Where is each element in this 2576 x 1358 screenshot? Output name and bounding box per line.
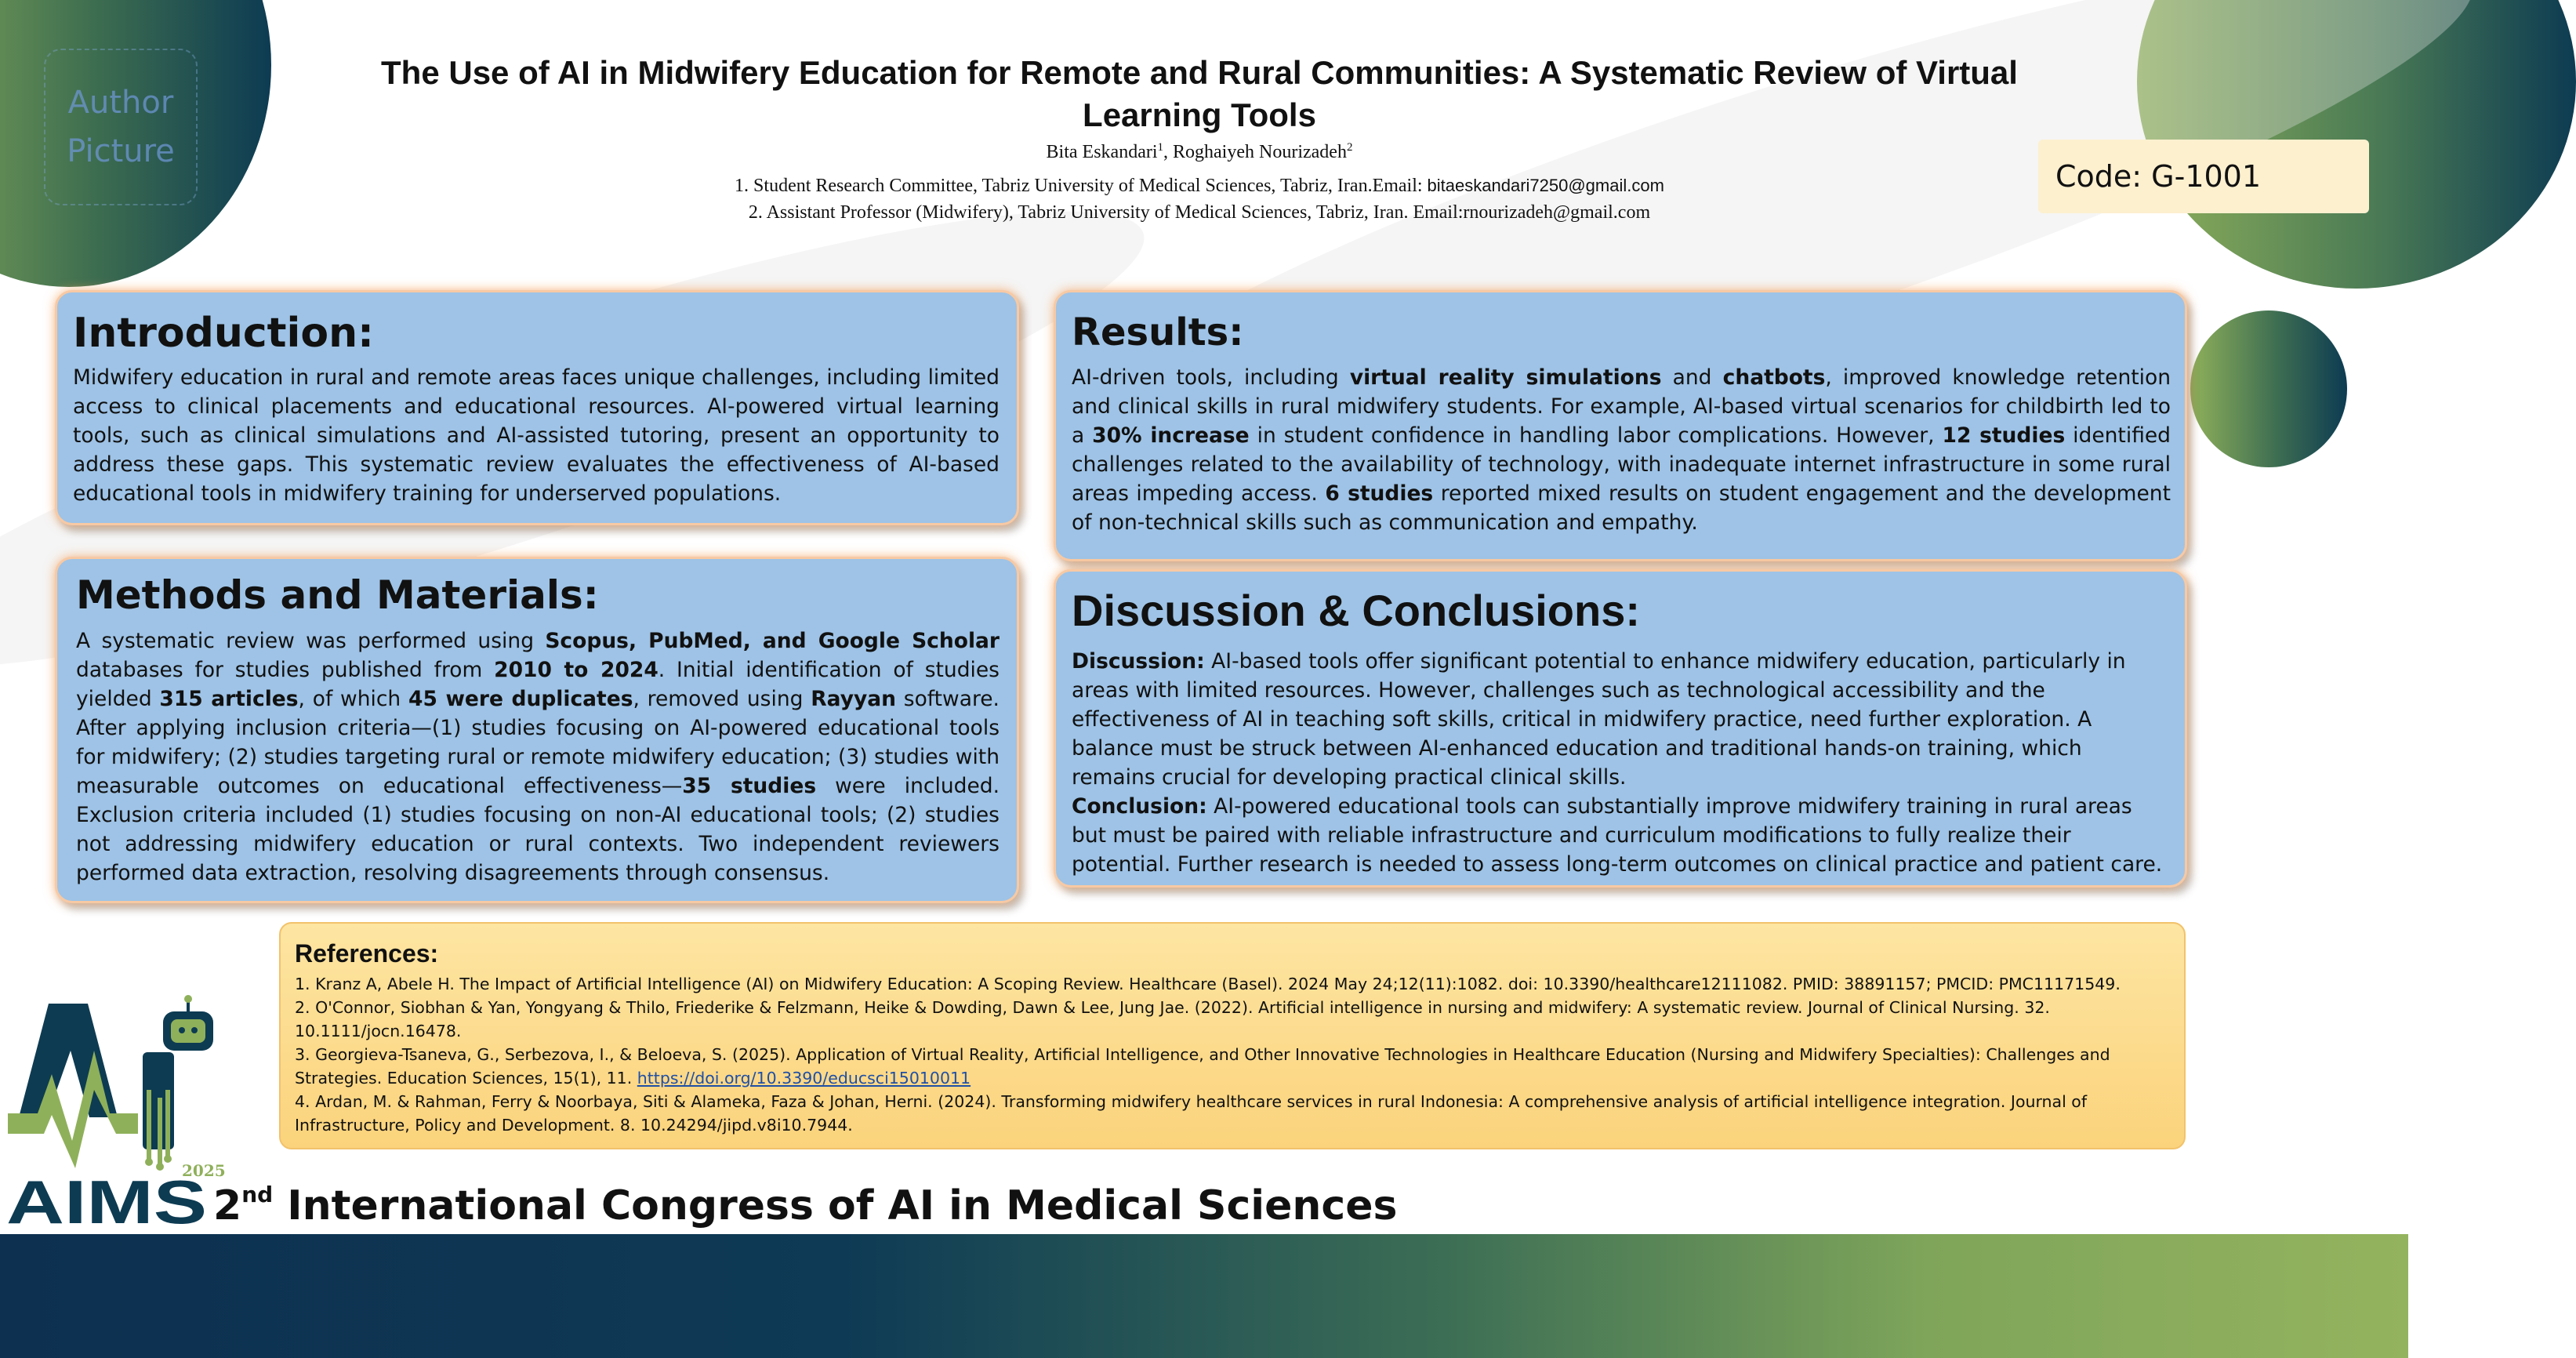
methods-text-run: , of which: [298, 687, 408, 711]
results-text-run: , improved knowledge retention and clinical skills in rural midwifery students. For example, AI-based virtual scenarios for childbirth led to a: [1072, 365, 2171, 448]
references-panel: [279, 922, 2186, 1149]
results-text-bold: 6 studies: [1325, 481, 1434, 506]
logo-wordmark: AIMS: [6, 1167, 207, 1236]
methods-text-bold: 315 articles: [159, 687, 299, 711]
methods-heading: Methods and Materials:: [76, 572, 599, 618]
introduction-heading: Introduction:: [73, 310, 374, 357]
methods-text-run: . Initial identification of studies yielded: [76, 658, 1000, 711]
author-name: Roghaiyeh Nourizadeh: [1173, 142, 1347, 162]
reference-item: 1. Kranz A, Abele H. The Impact of Artificial Intelligence (AI) on Midwifery Education: A Scoping Review. Healthcare (Basel). 2024 May 24;12(11):1082. doi: 10.3390/healthcare12111082. PMID: 38891157; PMCID: PMC11171549.: [295, 975, 2121, 993]
aims-congress-logo: [0, 980, 226, 1236]
methods-text-run: were included. Exclusion criteria included (1) studies focusing on non-AI educational tools; (2) studies not addressing midwifery education or rural contexts. Two independent reviewers performed data extraction, resolving disagreements through consensus.: [76, 774, 1000, 885]
author-affiliation-marker: 1: [1157, 141, 1164, 154]
results-text: [1072, 363, 2171, 537]
congress-title: [213, 1167, 1397, 1234]
results-panel: [1054, 290, 2187, 561]
results-text-run: and: [1661, 365, 1723, 390]
introduction-panel: [55, 290, 1019, 525]
affiliation-1-email: bitaeskandari7250@gmail.com: [1427, 176, 1664, 195]
results-text-bold: virtual reality simulations: [1349, 365, 1662, 390]
reference-item: 4. Ardan, M. & Rahman, Ferry & Noorbaya, Siti & Alameka, Faza & Johan, Herni. (2024). Transforming midwifery healthcare services in rural Indonesia: A comprehensive analysis of artificial intelligence integration. Journal of Infrastructure, Policy and Development. 8. 10.24294/jipd.v8i10.7944.: [295, 1092, 2088, 1135]
reference-item: 2. O'Connor, Siobhan & Yan, Yongyang & Thilo, Friederike & Felzmann, Heike & Dowding, Dawn & Lee, Jung Jae. (2022). Artificial intelligence in nursing and midwifery: A systematic review. Journal of Clinical Nursing. 32. 10.1111/jocn.16478.: [295, 998, 2050, 1040]
methods-text: [76, 626, 1000, 888]
methods-text-bold: Rayyan: [811, 687, 896, 711]
conclusion-label: Conclusion:: [1072, 794, 1207, 819]
affiliation-1: [329, 176, 2070, 197]
author-name: Bita Eskandari: [1046, 142, 1158, 162]
results-text-bold: chatbots: [1722, 365, 1826, 390]
decorative-circle-right: [2190, 310, 2347, 467]
introduction-text: Midwifery education in rural and remote areas faces unique challenges, including limited access to clinical placements and educational resources. AI-powered virtual learning tools, such as clinical simulations and AI-assisted tutoring, present an opportunity to address these gaps. This systematic review evaluates the effectiveness of AI-based educational tools in midwifery training for underserved populations.: [73, 365, 1000, 506]
discussion-text: [1072, 647, 2171, 879]
discussion-label: Discussion:: [1072, 649, 1205, 674]
reference-doi-link[interactable]: https://doi.org/10.3390/educsci15010011: [637, 1069, 971, 1087]
conclusion-body: AI-powered educational tools can substantially improve midwifery training in rural areas but must be paired with reliable infrastructure and curriculum modifications to fully realize their potential. Further research is needed to assess long-term outcomes on clinical practice and patient care.: [1072, 794, 2163, 877]
results-heading: Results:: [1072, 310, 1244, 354]
footer-band: [0, 1234, 2408, 1358]
congress-ordinal-suffix: nd: [241, 1182, 274, 1207]
methods-text-run: A systematic review was performed using: [76, 629, 546, 653]
discussion-heading: Discussion & Conclusions:: [1072, 586, 1640, 635]
author-separator: ,: [1163, 142, 1174, 162]
author-affiliation-marker: 2: [1346, 141, 1353, 154]
author-list: [329, 141, 2070, 163]
poster-code-badge: Code: G-1001: [2038, 140, 2369, 213]
methods-text-bold: 35 studies: [682, 774, 817, 798]
methods-text-bold: Scopus, PubMed, and Google Scholar: [545, 629, 1000, 653]
robot-head-icon: [163, 995, 213, 1051]
reference-text: 3. Georgieva-Tsaneva, G., Serbezova, I., & Beloeva, S. (2025). Application of Virtual Reality, Artificial Intelligence, and Other Innovative Technologies in Healthcare Education (Nursing and Midwifery Specialties): Challenges and Strategies. Education Sciences, 15(1), 11.: [295, 1045, 2110, 1087]
results-text-run: reported mixed results on student engagement and the development of non-technical skills such as communication and empathy.: [1072, 481, 2171, 535]
methods-text-run: , removed using: [633, 687, 811, 711]
ai-logo-mark: [8, 995, 213, 1171]
congress-ordinal: 2: [213, 1182, 242, 1229]
congress-name: International Congress of AI in Medical Sciences: [273, 1182, 1398, 1229]
results-text-bold: 12 studies: [1942, 423, 2066, 448]
discussion-panel: [1054, 569, 2187, 888]
methods-text-bold: 2010 to 2024: [494, 658, 659, 682]
results-text-run: identified challenges related to the availability of technology, with inadequate internet infrastructure in some rural areas impeding access.: [1072, 423, 2171, 506]
poster-title: The Use of AI in Midwifery Education for Remote and Rural Communities: A Systematic Review of Virtual Learning Tools: [381, 54, 2018, 133]
affiliation-2: 2. Assistant Professor (Midwifery), Tabriz University of Medical Sciences, Tabriz, Iran. Email:rnourizadeh@gmail.com: [748, 202, 1651, 223]
methods-text-run: databases for studies published from: [76, 658, 495, 682]
methods-text-bold: 45 were duplicates: [408, 687, 633, 711]
discussion-body: AI-based tools offer significant potential to enhance midwifery education, particularly in areas with limited resources. However, challenges such as technological accessibility and the effectiveness of AI in teaching soft skills, critical in midwifery practice, need further exploration. A balance must be struck between AI-enhanced education and traditional hands-on training, which remains crucial for developing practical clinical skills.: [1072, 649, 2126, 790]
results-text-run: in student confidence in handling labor complications. However,: [1249, 423, 1943, 448]
results-text-run: AI-driven tools, including: [1072, 365, 1350, 390]
results-text-bold: 30% increase: [1092, 423, 1250, 448]
affiliation-1-text: 1. Student Research Committee, Tabriz University of Medical Sciences, Tabriz, Iran.Email:: [735, 176, 1428, 196]
methods-text-run: software. After applying inclusion criteria—(1) studies focusing on AI-powered educational tools for midwifery; (2) studies targeting rural or remote midwifery education; (3) studies with measurable outcomes on educational effectiveness—: [76, 687, 1000, 798]
methods-panel: [55, 557, 1019, 903]
reference-item: [295, 1043, 2168, 1090]
logo-year: 2025: [182, 1161, 226, 1180]
references-heading: References:: [295, 939, 439, 968]
author-picture-placeholder: Author Picture: [44, 49, 198, 205]
